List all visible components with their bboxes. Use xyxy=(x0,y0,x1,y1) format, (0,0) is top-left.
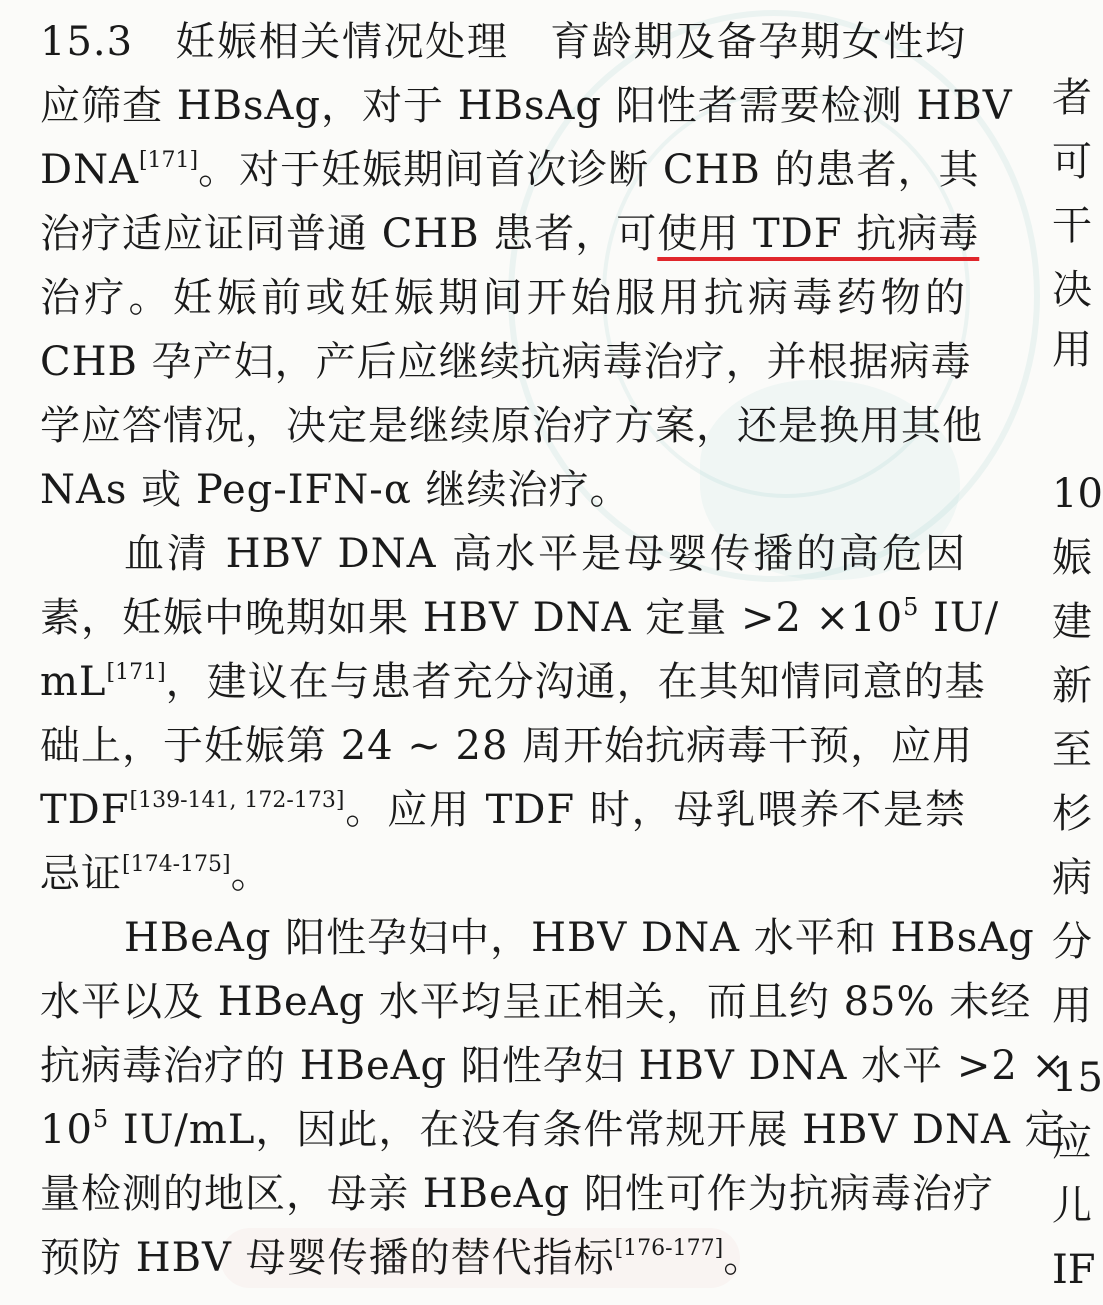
text-line xyxy=(40,1162,994,1226)
citation-ref: [139-141, 172-173] xyxy=(129,788,345,813)
text-line xyxy=(40,522,966,586)
text-line xyxy=(40,778,966,842)
text-run: CHB 孕产妇，产后应继续抗病毒治疗，并根据病毒 xyxy=(40,339,972,385)
edge-column-char: 15 xyxy=(1052,1055,1103,1101)
text-run: 学应答情况，决定是继续原治疗方案，还是换用其他 xyxy=(40,403,983,449)
edge-column-char: 至 xyxy=(1052,727,1092,773)
text-line xyxy=(40,74,1013,138)
edge-column-char: IF xyxy=(1052,1247,1096,1293)
edge-column-char: 应 xyxy=(1052,1119,1092,1165)
edge-column-char: 儿 xyxy=(1052,1183,1092,1229)
edge-column-char: 病 xyxy=(1052,855,1092,901)
edge-column-char: 者 xyxy=(1052,75,1092,121)
text-run: 治疗。妊娠前或妊娠期间开始服用抗病毒药物的 xyxy=(40,275,966,321)
text-line xyxy=(40,330,972,394)
text-run: 。 xyxy=(723,1235,765,1281)
edge-column-char: 干 xyxy=(1052,203,1092,249)
text-line xyxy=(40,1034,1067,1098)
text-line xyxy=(40,970,1032,1034)
highlighted-underline-text: 使用 TDF 抗病毒 xyxy=(657,211,980,257)
text-run: DNA xyxy=(40,147,139,193)
text-run: HBeAg 阳性孕妇中，HBV DNA 水平和 HBsAg xyxy=(124,915,1035,961)
edge-column-char: 杉 xyxy=(1052,791,1092,837)
text-run: 忌证 xyxy=(40,851,122,897)
text-line xyxy=(40,1098,1066,1162)
text-line xyxy=(40,394,983,458)
text-run: 10 xyxy=(40,1107,93,1153)
text-line xyxy=(40,842,966,906)
edge-column-char: 分 xyxy=(1052,919,1092,965)
superscript-exponent: 5 xyxy=(92,1105,110,1133)
text-run: 预防 HBV 母婴传播的替代指标 xyxy=(40,1235,615,1281)
edge-column-char: 娠 xyxy=(1052,535,1092,581)
text-line xyxy=(40,266,966,330)
text-run: 抗病毒治疗的 HBeAg 阳性孕妇 HBV DNA 水平 >2 × xyxy=(40,1043,1067,1089)
text-run: 。对于妊娠期间首次诊断 CHB 的患者，其 xyxy=(198,147,980,193)
text-run: NAs 或 Peg-IFN-α 继续治疗。 xyxy=(40,467,631,513)
text-run: IU/mL，因此，在没有条件常规开展 HBV DNA 定 xyxy=(109,1107,1066,1153)
text-run: 应筛查 HBsAg，对于 HBsAg 阳性者需要检测 HBV xyxy=(40,83,1013,129)
edge-column-char: 用 xyxy=(1052,327,1092,373)
text-run: 。 xyxy=(230,851,272,897)
edge-column-char: 用 xyxy=(1052,983,1092,1029)
text-line xyxy=(40,202,980,266)
text-run: 础上，于妊娠第 24 ~ 28 周开始抗病毒干预，应用 xyxy=(40,723,974,769)
citation-ref: [171] xyxy=(106,660,166,685)
main-text-column xyxy=(40,10,1067,1290)
text-run: TDF xyxy=(40,787,130,833)
edge-column-char: 可 xyxy=(1052,139,1092,185)
text-line xyxy=(40,138,980,202)
text-line xyxy=(40,586,1000,650)
text-line xyxy=(40,10,966,74)
text-run: 量检测的地区，母亲 HBeAg 阳性可作为抗病毒治疗 xyxy=(40,1171,994,1217)
text-run: IU/ xyxy=(919,595,1000,641)
text-run: 血清 HBV DNA 高水平是母婴传播的高危因 xyxy=(124,531,966,577)
edge-column-char: 新 xyxy=(1052,663,1092,709)
text-run: 素，妊娠中晚期如果 HBV DNA 定量 >2 ×10 xyxy=(40,595,904,641)
text-line xyxy=(40,650,986,714)
text-line xyxy=(40,906,1035,970)
edge-column-char: 建 xyxy=(1052,599,1092,645)
text-line xyxy=(40,714,974,778)
text-run: 水平以及 HBeAg 水平均呈正相关，而且约 85% 未经 xyxy=(40,979,1032,1025)
edge-column-char: 决 xyxy=(1052,267,1092,313)
edge-column-char: 10 xyxy=(1052,471,1103,517)
citation-ref: [171] xyxy=(138,148,199,173)
text-run: 15.3 妊娠相关情况处理 育龄期及备孕期女性均 xyxy=(40,19,966,65)
text-run: 。应用 TDF 时，母乳喂养不是禁 xyxy=(344,787,966,833)
citation-ref: [174-175] xyxy=(122,852,231,877)
text-run: 治疗适应证同普通 CHB 患者，可 xyxy=(40,211,658,257)
citation-ref: [176-177] xyxy=(614,1236,724,1261)
superscript-exponent: 5 xyxy=(903,593,920,621)
text-run: ，建议在与患者充分沟通，在其知情同意的基 xyxy=(165,659,986,705)
text-line xyxy=(40,1226,966,1290)
text-line xyxy=(40,458,966,522)
text-run: mL xyxy=(40,659,107,705)
